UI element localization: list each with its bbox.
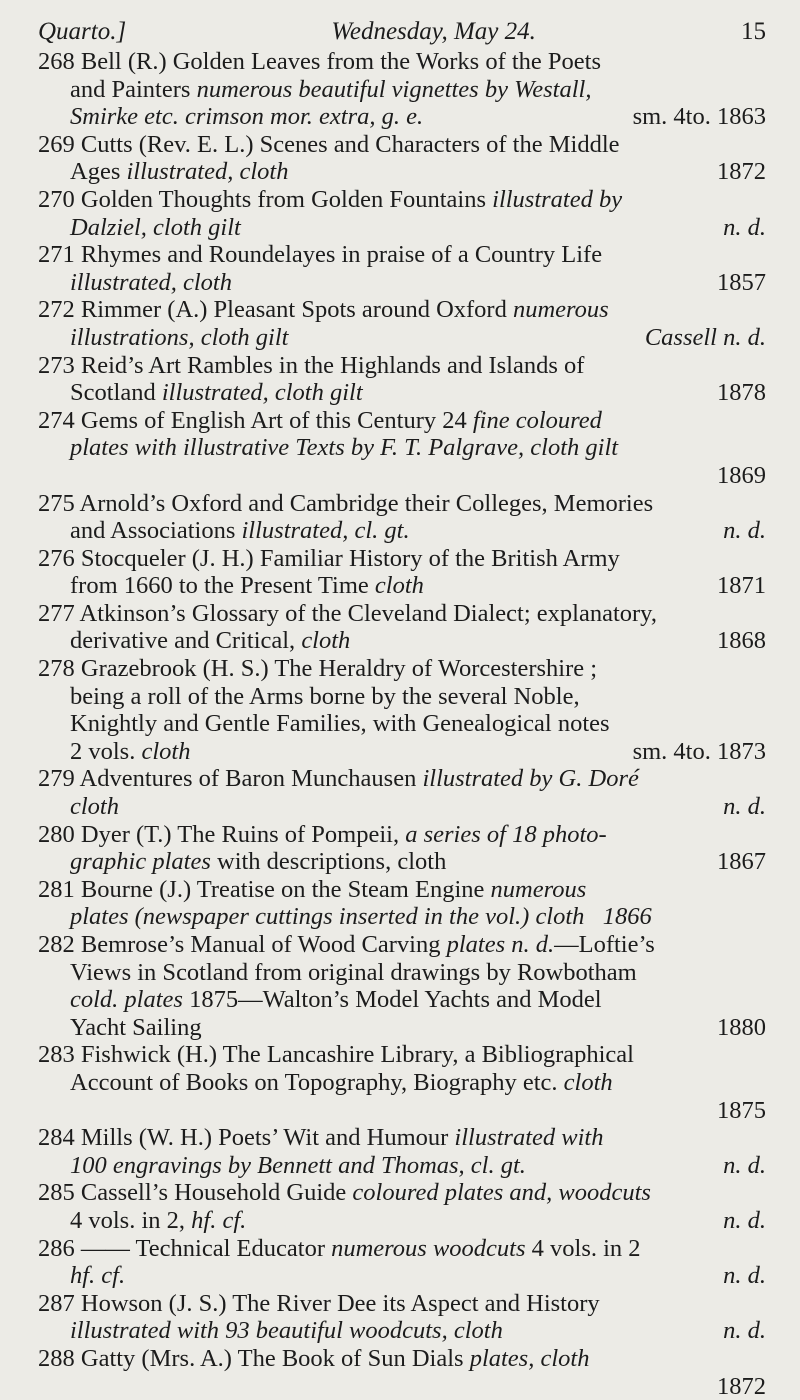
- lot-title: Stocqueler (J. H.) Familiar History of the British Army: [81, 545, 620, 572]
- lot-date: 1871: [717, 572, 766, 600]
- lot-description: plates, cloth: [470, 1345, 590, 1372]
- lot-description: cloth: [564, 1069, 613, 1096]
- lot-date: n. d.: [723, 517, 766, 545]
- lot-text: with descriptions, cloth: [217, 848, 446, 875]
- lot-title: Mills (W. H.) Poets’ Wit and Humour: [81, 1124, 455, 1151]
- lot-description: illustrated, cloth: [70, 269, 232, 297]
- lot-date: sm. 4to. 1873: [633, 738, 766, 766]
- lot-entry: [38, 1290, 766, 1345]
- lot-number: 277: [38, 600, 75, 627]
- lot-description: Dalziel, cloth gilt: [70, 214, 241, 242]
- lot-description: Smirke etc. crimson mor. extra, g. e.: [70, 103, 423, 131]
- lot-description: graphic plates: [70, 848, 217, 875]
- lot-entry: [38, 186, 766, 241]
- lot-description: numerous woodcuts: [331, 1235, 525, 1262]
- lot-text: —Loftie’s: [554, 931, 655, 958]
- lot-description: cold. plates: [70, 986, 189, 1013]
- lot-date: n. d.: [723, 214, 766, 242]
- lot-text: 1875—Walton’s Model Yachts and Model: [189, 986, 601, 1013]
- lot-title: Dyer (T.) The Ruins of Pompeii,: [81, 821, 405, 848]
- lot-entry: [38, 1179, 766, 1234]
- lot-number: 283: [38, 1041, 75, 1068]
- lot-description: illustrated, cl. gt.: [242, 517, 410, 544]
- lot-date: 1878: [717, 379, 766, 407]
- lot-date: 1868: [717, 627, 766, 655]
- header-date: Wednesday, May 24.: [331, 18, 536, 46]
- lot-entry: [38, 765, 766, 820]
- lot-number: 270: [38, 186, 75, 213]
- lot-entry: [38, 1124, 766, 1179]
- lot-entry: [38, 48, 766, 131]
- lot-description: cloth: [70, 793, 119, 821]
- lot-title: Rhymes and Roundelayes in praise of a Country Life: [81, 241, 602, 268]
- lot-number: 273: [38, 352, 75, 379]
- lot-description: plates with illustrative Texts by F. T. Palgrave, cloth gilt: [38, 434, 766, 462]
- lot-date: n. d.: [723, 1262, 766, 1290]
- lot-entry: [38, 490, 766, 545]
- lot-entry: [38, 821, 766, 876]
- lot-description: a series of 18 photo-: [405, 821, 606, 848]
- lot-list: [38, 48, 766, 1400]
- lot-entry: [38, 131, 766, 186]
- lot-text: being a roll of the Arms borne by the several Noble,: [38, 683, 766, 711]
- lot-text: 4 vols. in 2: [526, 1235, 641, 1262]
- lot-title: Bourne (J.) Treatise on the Steam Engine: [81, 876, 491, 903]
- lot-number: 286: [38, 1235, 75, 1262]
- lot-title: Arnold’s Oxford and Cambridge their Colleges, Memories: [80, 490, 654, 517]
- lot-date: 1857: [717, 269, 766, 297]
- lot-date: 1872: [38, 1373, 766, 1400]
- lot-entry: [38, 655, 766, 765]
- lot-text: 4 vols. in 2,: [70, 1207, 191, 1234]
- lot-number: 284: [38, 1124, 75, 1151]
- lot-description: 100 engravings by Bennett and Thomas, cl. gt.: [70, 1152, 526, 1180]
- lot-title: Cutts (Rev. E. L.) Scenes and Characters of the Middle: [81, 131, 620, 158]
- lot-text: derivative and Critical,: [70, 627, 301, 654]
- lot-description: cloth: [141, 738, 190, 765]
- lot-number: 272: [38, 296, 75, 323]
- header-format: Quarto.]: [38, 18, 126, 46]
- page-number: 15: [741, 18, 766, 46]
- lot-number: 281: [38, 876, 75, 903]
- lot-description: illustrated, cloth gilt: [162, 379, 363, 406]
- lot-title: Cassell’s Household Guide: [81, 1179, 353, 1206]
- lot-entry: [38, 1235, 766, 1290]
- lot-number: 276: [38, 545, 75, 572]
- lot-number: 280: [38, 821, 75, 848]
- lot-text: Account of Books on Topography, Biography etc.: [70, 1069, 564, 1096]
- lot-date: Cassell n. d.: [645, 324, 766, 352]
- lot-date: n. d.: [723, 1152, 766, 1180]
- lot-number: 279: [38, 765, 75, 792]
- lot-number: 288: [38, 1345, 75, 1372]
- lot-number: 274: [38, 407, 75, 434]
- lot-description: illustrations, cloth gilt: [70, 324, 288, 352]
- lot-number: 275: [38, 490, 75, 517]
- lot-text: Knightly and Gentle Families, with Genealogical notes: [38, 710, 766, 738]
- lot-text: Yacht Sailing: [70, 1014, 202, 1042]
- lot-date: n. d.: [723, 1317, 766, 1345]
- lot-description: cloth: [375, 572, 424, 599]
- lot-title: Howson (J. S.) The River Dee its Aspect and History: [81, 1290, 600, 1317]
- lot-title: Fishwick (H.) The Lancashire Library, a Bibliographical: [81, 1041, 634, 1068]
- lot-number: 271: [38, 241, 75, 268]
- lot-text: and Associations: [70, 517, 242, 544]
- lot-title: Golden Thoughts from Golden Fountains: [81, 186, 492, 213]
- lot-title: Atkinson’s Glossary of the Cleveland Dialect; explanatory,: [80, 600, 657, 627]
- lot-date: 1875: [38, 1097, 766, 1125]
- lot-number: 268: [38, 48, 75, 75]
- lot-text: and Painters: [70, 76, 197, 103]
- lot-number: 278: [38, 655, 75, 682]
- lot-title: Bemrose’s Manual of Wood Carving: [81, 931, 447, 958]
- lot-title: Reid’s Art Rambles in the Highlands and Islands of: [81, 352, 585, 379]
- lot-description: illustrated by G. Doré: [422, 765, 638, 792]
- lot-number: 287: [38, 1290, 75, 1317]
- lot-description: cloth 1866: [535, 903, 651, 930]
- lot-title: Rimmer (A.) Pleasant Spots around Oxford: [81, 296, 513, 323]
- lot-date: sm. 4to. 1863: [633, 103, 766, 131]
- lot-text: 2 vols.: [70, 738, 141, 765]
- lot-description: illustrated, cloth: [126, 158, 288, 185]
- lot-date: n. d.: [723, 793, 766, 821]
- lot-entry: [38, 296, 766, 351]
- lot-entry: [38, 407, 766, 490]
- lot-date: 1880: [717, 1014, 766, 1042]
- lot-date: n. d.: [723, 1207, 766, 1235]
- lot-text: Scotland: [70, 379, 162, 406]
- lot-description: fine coloured: [473, 407, 602, 434]
- lot-text: Views in Scotland from original drawings by Rowbotham: [38, 959, 766, 987]
- lot-date: 1869: [38, 462, 766, 490]
- lot-number: 269: [38, 131, 75, 158]
- lot-date: 1872: [717, 158, 766, 186]
- lot-entry: [38, 545, 766, 600]
- lot-entry: [38, 352, 766, 407]
- lot-description: numerous: [513, 296, 609, 323]
- lot-title: Gatty (Mrs. A.) The Book of Sun Dials: [81, 1345, 470, 1372]
- lot-description: plates (newspaper cuttings inserted in the vol.): [70, 903, 535, 930]
- lot-description: plates n. d.: [447, 931, 555, 958]
- lot-description: numerous: [491, 876, 587, 903]
- lot-title: Adventures of Baron Munchausen: [80, 765, 423, 792]
- lot-description: hf. cf.: [70, 1262, 125, 1290]
- lot-description: coloured plates and, woodcuts: [352, 1179, 651, 1206]
- lot-title: Grazebrook (H. S.) The Heraldry of Worcestershire ;: [81, 655, 597, 682]
- lot-text: from 1660 to the Present Time: [70, 572, 375, 599]
- lot-entry: [38, 1345, 766, 1400]
- lot-title: Gems of English Art of this Century 24: [81, 407, 473, 434]
- lot-description: illustrated by: [492, 186, 622, 213]
- lot-entry: [38, 1041, 766, 1124]
- page-header: [38, 18, 766, 46]
- lot-text: Ages: [70, 158, 126, 185]
- lot-number: 285: [38, 1179, 75, 1206]
- lot-description: illustrated with: [454, 1124, 603, 1151]
- lot-entry: [38, 876, 766, 931]
- lot-description: hf. cf.: [191, 1207, 246, 1234]
- lot-date: 1867: [717, 848, 766, 876]
- lot-description: numerous beautiful vignettes by Westall,: [197, 76, 592, 103]
- lot-description: cloth: [301, 627, 350, 654]
- lot-title: —— Technical Educator: [81, 1235, 331, 1262]
- lot-entry: [38, 931, 766, 1041]
- lot-entry: [38, 241, 766, 296]
- lot-number: 282: [38, 931, 75, 958]
- lot-entry: [38, 600, 766, 655]
- lot-description: illustrated with 93 beautiful woodcuts, cloth: [70, 1317, 503, 1345]
- lot-title: Bell (R.) Golden Leaves from the Works of the Poets: [81, 48, 601, 75]
